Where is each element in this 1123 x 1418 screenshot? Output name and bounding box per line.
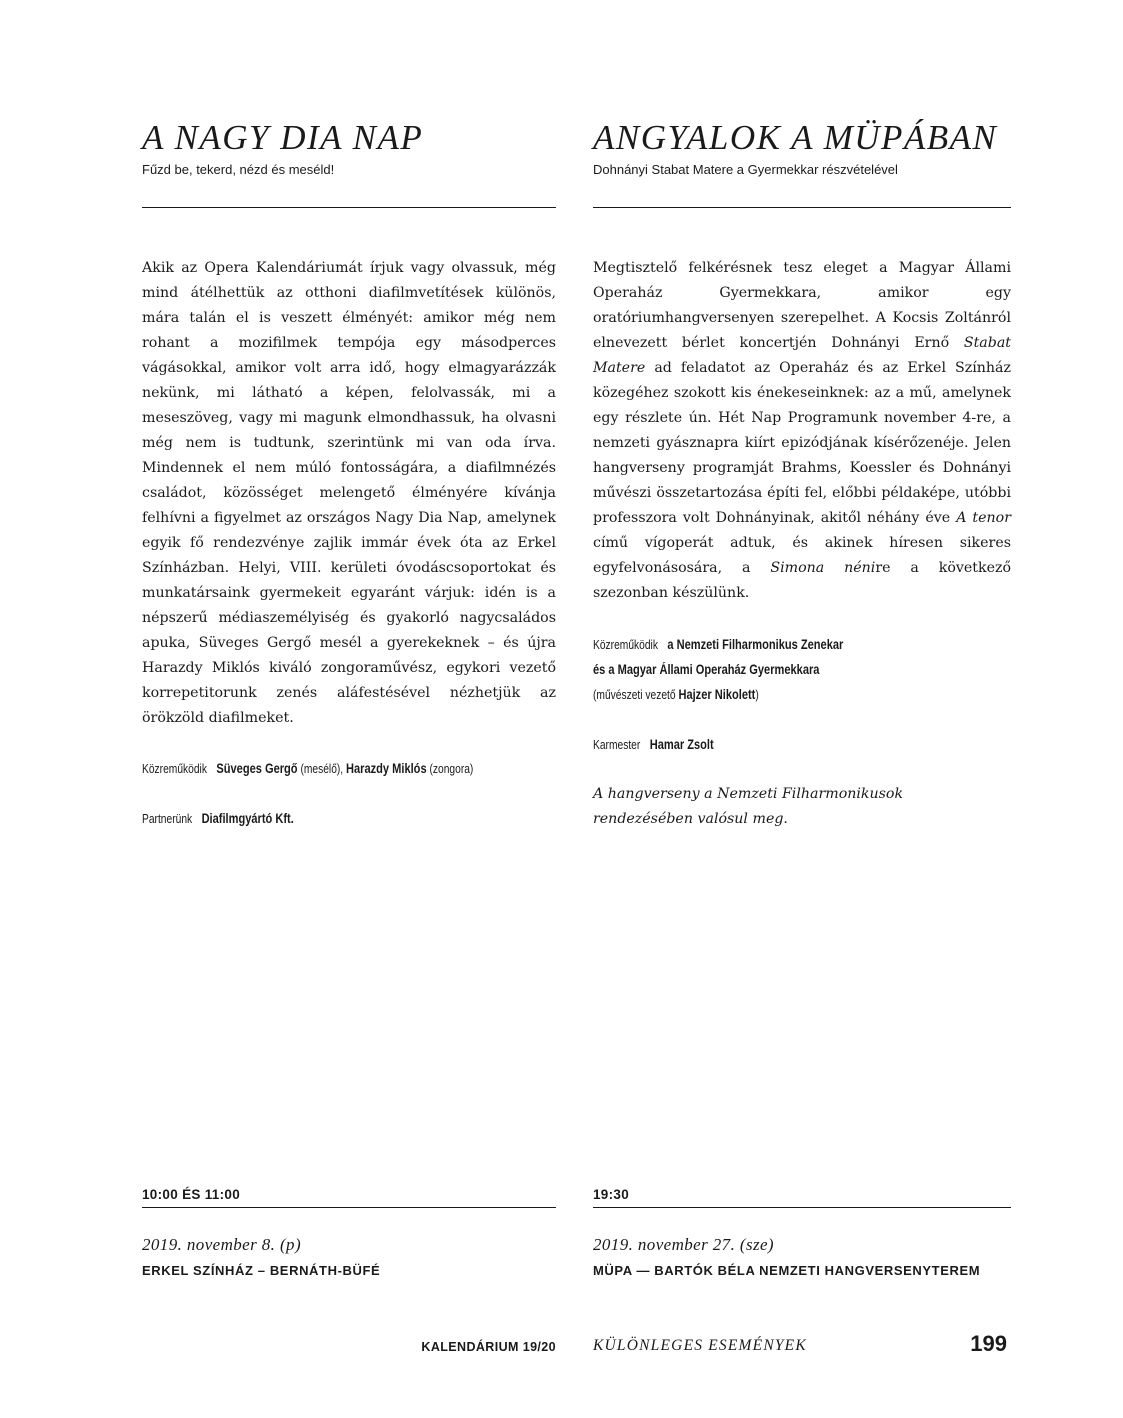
right-credit-orchestra: a Nemzeti Filharmonikus Zenekar (667, 637, 844, 652)
right-conductor-label: Karmester (593, 738, 641, 752)
right-credits-director (593, 682, 759, 708)
left-credit1-name: Süveges Gergő (216, 761, 298, 776)
right-credits-label: Közreműködik (593, 638, 658, 652)
left-partner-name: Diafilmgyártó Kft. (201, 811, 294, 826)
right-title-divider (593, 207, 1011, 208)
left-event-subtitle: Fűzd be, tekerd, nézd és meséld! (142, 162, 335, 177)
left-credit2-name: Harazdy Miklós (346, 761, 427, 776)
right-body-part1: Megtisztelő felkérésnek tesz eleget a Magyar Állami Operaház Gyermekkara, amikor egy oratóriumhangversenyen szerepelhet. A Kocsis Zoltánról elnevezett bérlet koncertjén Dohnányi Ernő (593, 260, 1011, 351)
right-body-em2: A tenor (956, 510, 1011, 526)
right-event-venue: MÜPA — BARTÓK BÉLA NEMZETI HANGVERSENYTEREM (593, 1263, 981, 1278)
right-director-suffix: ) (755, 688, 759, 702)
right-credits-line1 (593, 632, 843, 658)
right-body-part2: ad feladatot az Operaház és az Erkel Színház közegéhez szokott kis énekeseinknek: az a mű, amelynek egy részlete ún. Hét Nap Programunk november 4-re, a nemzeti gyásznapra kiírt epizódjának kísérőzenéje. Jelen hangverseny programját Brahms, Koessler és Dohnányi művészi összetartozása építi fel, előbbi példaképe, utóbbi professzora volt Dohnányinak, akitől néhány éve (593, 360, 1011, 526)
left-credits (142, 756, 473, 782)
right-organizer-note: A hangverseny a Nemzeti Filharmonikusok rendezésében valósul meg. (593, 786, 904, 827)
right-body-em1: Stabat Matere (593, 335, 1011, 376)
left-body-text: Akik az Opera Kalendáriumát írjuk vagy olvassuk, még mind átélhettük az otthoni diafilmvetítések különös, mára talán el is veszett élményét: amikor még nem rohant a mozifilmek tempója egy másodperces vágásokkal, amikor volt arra idő, hogy elmagyarázzák nekünk, mi látható a képen, felolvassák, mi a meseszöveg, vagy mi magunk elmondhassuk, ha olvasni még nem is tudtunk, szerintünk mi van oda írva. Mindennek el nem múló fontosságára, a diafilmnézés családot, közösséget melengető élményére kívánja felhívni a figyelmet az országos Nagy Dia Nap, amelynek egyik fő rendezvénye zajlik immár évek óta az Erkel Színházban. Helyi, VIII. kerületi óvodáscsoportokat és munkatársaink gyermekeit egyaránt várjuk: idén is a népszerű médiaszemélyiség és gyakorló nagycsaládos apuka, Süveges Gergő mesél a gyerekeknek – és újra Harazdy Miklós kiváló zongoraművész, egykori vezető korrepetitorunk zenés aláfestésével nézhetjük az örökzöld diafilmeket. (142, 260, 556, 726)
footer-publication: KALENDÁRIUM 19/20 (421, 1340, 556, 1354)
left-event-title: A NAGY DIA NAP (142, 118, 424, 157)
left-partner (142, 806, 294, 832)
left-time-divider (142, 1207, 556, 1208)
right-event-subtitle: Dohnányi Stabat Matere a Gyermekkar részvételével (593, 162, 898, 177)
right-time-divider (593, 1207, 1011, 1208)
right-director-prefix: (művészeti vezető (593, 688, 676, 702)
page-number: 199 (970, 1331, 1007, 1356)
left-title-divider (142, 207, 556, 208)
right-director-name: Hajzer Nikolett (678, 687, 756, 702)
left-credit1-role: (mesélő), (300, 762, 344, 776)
left-event-venue: ERKEL SZÍNHÁZ – BERNÁTH-BÜFÉ (142, 1263, 381, 1278)
left-credits-label: Közreműködik (142, 762, 207, 776)
right-credits-line2 (593, 657, 819, 683)
right-conductor-name: Hamar Zsolt (649, 737, 714, 752)
left-event-date: 2019. november 8. (p) (142, 1235, 302, 1254)
right-body-em3: Simona néni (770, 560, 876, 576)
right-event-date: 2019. november 27. (sze) (593, 1235, 774, 1254)
right-body-part4: re a következő szezonban készülünk. (593, 560, 1011, 601)
footer-section-title: KÜLÖNLEGES ESEMÉNYEK (593, 1337, 807, 1354)
right-body-part3: című vígoperát adtuk, és akinek híresen sikeres egyfelvonásosára, a (593, 535, 1011, 576)
right-event-title: ANGYALOK A MÜPÁBAN (593, 118, 998, 157)
right-credit-choir: és a Magyar Állami Operaház Gyermekkara (593, 662, 820, 677)
right-conductor (593, 732, 714, 758)
left-event-time: 10:00 ÉS 11:00 (142, 1187, 241, 1202)
right-event-time: 19:30 (593, 1187, 630, 1202)
left-credit2-role: (zongora) (429, 762, 474, 776)
right-body-text (593, 256, 1011, 606)
left-partner-label: Partnerünk (142, 812, 193, 826)
